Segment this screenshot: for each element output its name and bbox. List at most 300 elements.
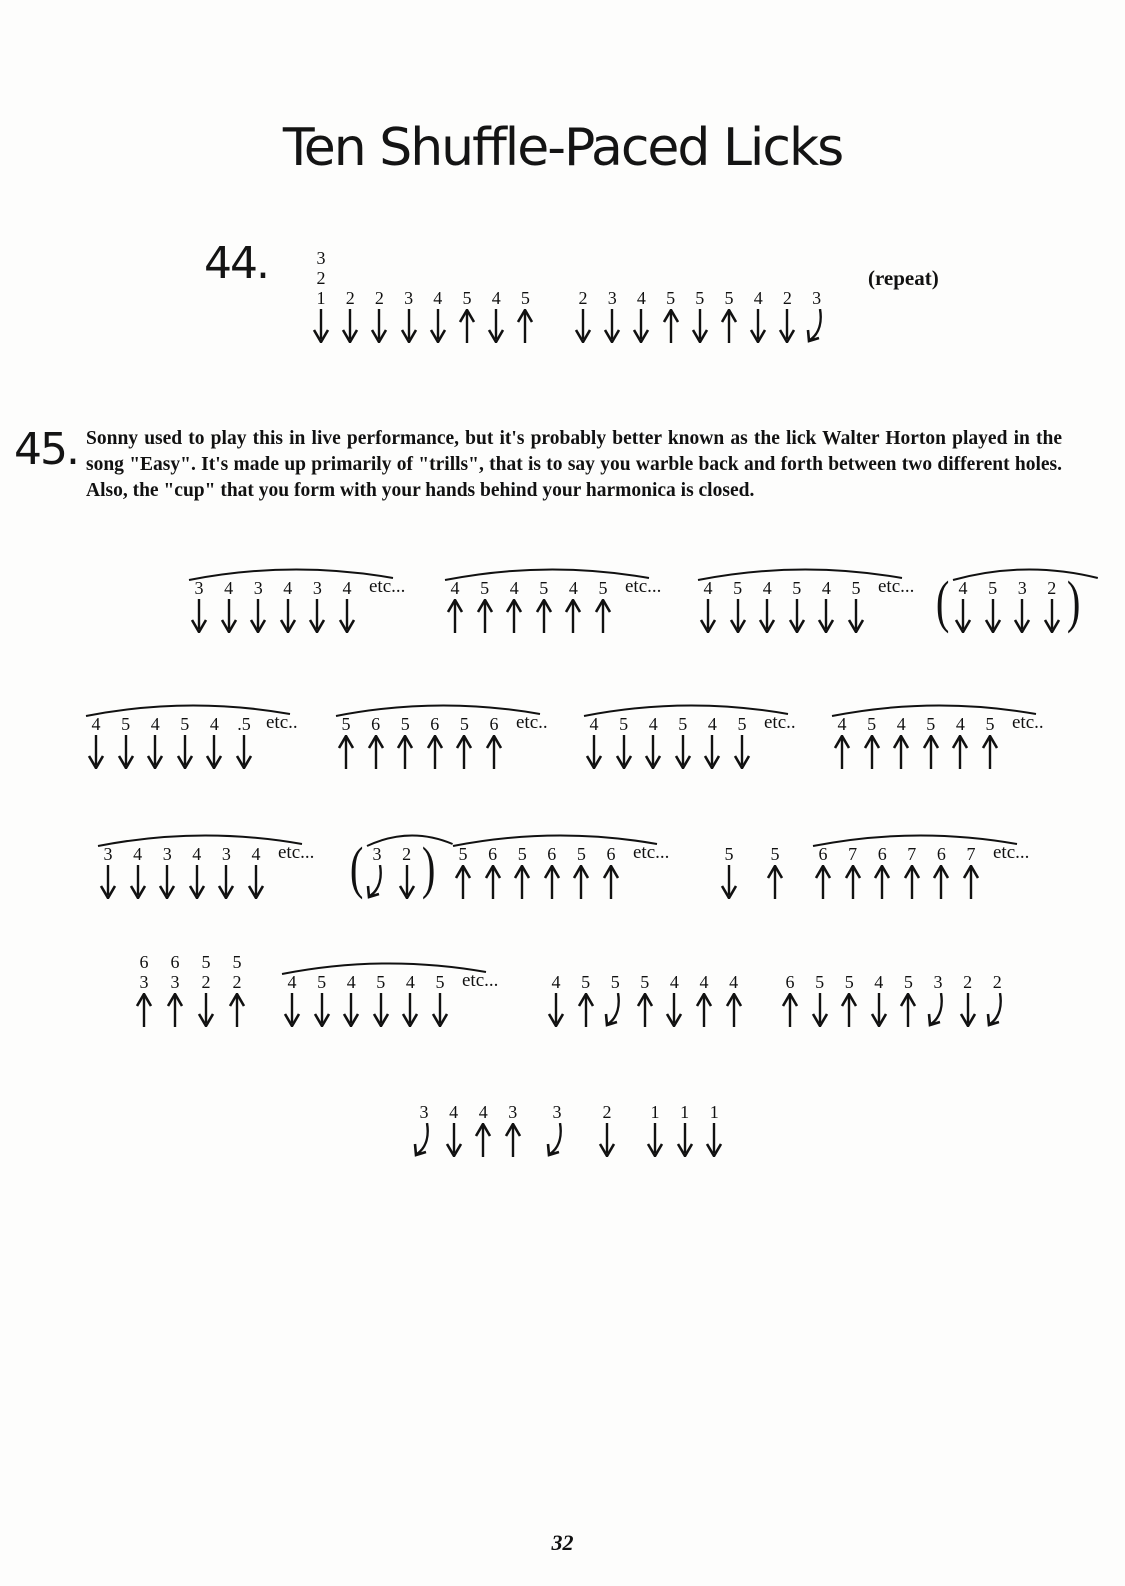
hole-number: 3 [221,844,231,864]
hole-number: 5 [695,288,705,308]
hole-number: 2 [992,972,1002,992]
draw-arrow-icon [982,599,1004,633]
tab-note [917,714,945,769]
hole-number: 7 [907,844,917,864]
draw-arrow-icon [340,993,362,1027]
draw-arrow-icon [601,309,623,343]
blow-arrow-icon [575,993,597,1027]
tab-note [627,288,655,343]
tab-note [641,1102,669,1157]
etc-label: etc... [278,842,315,863]
tab-note [858,714,886,769]
tab-note [471,578,499,633]
hole-number: 5 [458,844,468,864]
hole-number: 5 [619,714,629,734]
tab-note [426,972,454,1027]
hole-number: 6 [170,952,180,972]
tab-note [421,714,449,769]
hole-number: 2 [1047,578,1057,598]
tab-note [453,288,481,343]
hole-number: 3 [312,578,322,598]
hole-number: 4 [346,972,356,992]
hole-number: 4 [636,288,646,308]
etc-label: etc.. [764,712,796,733]
draw-arrow-icon [630,309,652,343]
hole-number: 6 [785,972,795,992]
tab-note [698,714,726,769]
tab-note [365,288,393,343]
hole-number: 3 [194,578,204,598]
tab-note [244,578,272,633]
tab-note [363,844,391,899]
blow-arrow-icon [444,599,466,633]
hole-number: 5 [480,578,490,598]
tab-note [589,578,617,633]
bend-arrow-icon [927,993,949,1027]
tab-note [572,972,600,1027]
tab-note [671,1102,699,1157]
draw-arrow-icon [144,735,166,769]
draw-arrow-icon [1041,599,1063,633]
draw-arrow-icon [957,993,979,1027]
hole-number: 5 [232,952,242,972]
hole-number: 2 [602,1102,612,1122]
draw-arrow-icon [174,735,196,769]
hole-number: 4 [287,972,297,992]
draw-arrow-icon [545,993,567,1027]
hole-number: 5 [576,844,586,864]
tab-note [395,288,423,343]
tab-note [812,578,840,633]
tab-note [542,972,570,1027]
blow-arrow-icon [394,735,416,769]
hole-number: 5 [598,578,608,598]
hole-number: 2 [232,972,242,992]
tab-note [580,714,608,769]
hole-number: 5 [520,288,530,308]
tab-note [724,578,752,633]
tab-note [362,714,390,769]
hole-number: 4 [478,1102,488,1122]
tab-note [979,578,1007,633]
tab-note [440,1102,468,1157]
hole-number: 4 [753,288,763,308]
hole-number: 4 [648,714,658,734]
hole-number: 6 [606,844,616,864]
draw-arrow-icon [429,993,451,1027]
blow-arrow-icon [871,865,893,899]
blow-arrow-icon [335,735,357,769]
hole-number: 2 [374,288,384,308]
draw-arrow-icon [674,1123,696,1157]
tab-note [82,714,110,769]
draw-arrow-icon [85,735,107,769]
hole-number: 2 [578,288,588,308]
blow-arrow-icon [634,993,656,1027]
hole-number: 4 [958,578,968,598]
hole-number: 4 [450,578,460,598]
draw-arrow-icon [703,1123,725,1157]
draw-arrow-icon [97,865,119,899]
tab-note [308,972,336,1027]
draw-arrow-icon [572,309,594,343]
hole-number: 5 [844,972,854,992]
tab-note [593,1102,621,1157]
tab-note [215,578,243,633]
hole-number: 6 [818,844,828,864]
tab-note [543,1102,571,1157]
tab-note [946,714,974,769]
tab-note [124,844,152,899]
hole-number: 1 [709,1102,719,1122]
hole-number: 4 [509,578,519,598]
hole-number: 4 [91,714,101,734]
tab-note [337,972,365,1027]
blow-arrow-icon [861,735,883,769]
tab-note [469,1102,497,1157]
hole-number: 4 [703,578,713,598]
tab-note [511,288,539,343]
tab-note [530,578,558,633]
blow-arrow-icon [890,735,912,769]
tab-note [112,714,140,769]
hole-number: 3 [162,844,172,864]
hole-number: 2 [402,844,412,864]
draw-arrow-icon [776,309,798,343]
tab-note [715,844,743,899]
tab-note [839,844,867,899]
hole-number: 5 [610,972,620,992]
tab-note [806,972,834,1027]
hole-number: 3 [419,1102,429,1122]
blow-arrow-icon [949,735,971,769]
tab-note [333,578,361,633]
hole-number: 5 [724,844,734,864]
tab-note [631,972,659,1027]
blow-arrow-icon [452,865,474,899]
draw-arrow-icon [281,993,303,1027]
tab-note [450,714,478,769]
draw-arrow-icon [245,865,267,899]
tab-note [761,844,789,899]
tab-note [924,972,952,1027]
tab-note [694,578,722,633]
hole-number: 5 [201,952,211,972]
etc-label: etc... [462,970,499,991]
hole-number: 5 [317,972,327,992]
tab-note [449,844,477,899]
tab-note [223,952,251,1027]
tab-note [336,288,364,343]
hole-number: 4 [589,714,599,734]
tab-note [559,578,587,633]
tab-note [610,714,638,769]
draw-arrow-icon [672,735,694,769]
blow-arrow-icon [831,735,853,769]
bend-arrow-icon [986,993,1008,1027]
blow-arrow-icon [164,993,186,1027]
draw-arrow-icon [952,599,974,633]
hole-number: 1 [680,1102,690,1122]
blow-arrow-icon [693,993,715,1027]
hole-number: 5 [581,972,591,992]
tab-note [1008,578,1036,633]
repeat-label: (repeat) [868,266,939,290]
blow-arrow-icon [226,993,248,1027]
draw-arrow-icon [596,1123,618,1157]
draw-arrow-icon [427,309,449,343]
blow-arrow-icon [718,309,740,343]
blow-arrow-icon [897,993,919,1027]
hole-number: 3 [372,844,382,864]
tab-note [569,288,597,343]
blow-arrow-icon [960,865,982,899]
draw-arrow-icon [311,993,333,1027]
hole-number: 4 [209,714,219,734]
hole-number: 6 [430,714,440,734]
tab-note [242,844,270,899]
tab-note [753,578,781,633]
tab-note [424,288,452,343]
blow-arrow-icon [812,865,834,899]
tab-note [744,288,772,343]
page-title: Ten Shuffle-Paced Licks [282,118,843,178]
hole-number: 3 [552,1102,562,1122]
hole-number: 4 [449,1102,459,1122]
tab-note [538,844,566,899]
hole-number: 4 [955,714,965,734]
hole-number: 5 [666,288,676,308]
blow-arrow-icon [838,993,860,1027]
open-paren: ( [935,569,950,634]
hole-number: 5 [435,972,445,992]
draw-arrow-icon [443,1123,465,1157]
tab-note [441,578,469,633]
draw-arrow-icon [277,599,299,633]
draw-arrow-icon [186,865,208,899]
tab-note [700,1102,728,1157]
draw-arrow-icon [336,599,358,633]
tab-note [809,844,837,899]
tab-note [185,578,213,633]
hole-number: 2 [782,288,792,308]
hole-number: 5 [988,578,998,598]
blow-arrow-icon [764,865,786,899]
hole-number: 3 [316,248,326,268]
tab-note [410,1102,438,1157]
close-paren: ) [421,835,436,900]
tab-note [598,288,626,343]
hole-number: 6 [488,844,498,864]
draw-arrow-icon [399,993,421,1027]
tab-note [949,578,977,633]
hole-number: 4 [874,972,884,992]
hole-number: 4 [821,578,831,598]
hole-number: 5 [678,714,688,734]
hole-number: 2 [316,268,326,288]
draw-arrow-icon [215,865,237,899]
hole-number: 6 [547,844,557,864]
draw-arrow-icon [663,993,685,1027]
tab-note [171,714,199,769]
hole-number: 3 [170,972,180,992]
hole-number: 2 [201,972,211,992]
trill-slur [443,566,651,582]
draw-arrow-icon [485,309,507,343]
draw-arrow-icon [644,1123,666,1157]
tab-note [690,972,718,1027]
etc-label: etc... [878,576,915,597]
blow-arrow-icon [723,993,745,1027]
blow-arrow-icon [474,599,496,633]
draw-arrow-icon [339,309,361,343]
trill-slur [187,566,395,582]
etc-label: etc... [625,576,662,597]
draw-arrow-icon [583,735,605,769]
blow-arrow-icon [503,599,525,633]
hole-number: 5 [539,578,549,598]
draw-arrow-icon [1011,599,1033,633]
hole-number: 5 [121,714,131,734]
blow-arrow-icon [453,735,475,769]
hole-number: 5 [903,972,913,992]
hole-number: 1 [650,1102,660,1122]
tab-note [773,288,801,343]
blow-arrow-icon [511,865,533,899]
hole-number: 5 [724,288,734,308]
hole-number: 5 [400,714,410,734]
hole-number: 2 [963,972,973,992]
blow-arrow-icon [514,309,536,343]
hole-number: 5 [733,578,743,598]
draw-arrow-icon [731,735,753,769]
draw-arrow-icon [689,309,711,343]
draw-arrow-icon [370,993,392,1027]
bend-arrow-icon [806,309,828,343]
etc-label: etc... [993,842,1030,863]
tab-note [957,844,985,899]
etc-label: etc... [369,576,406,597]
draw-arrow-icon [188,599,210,633]
hole-number: 3 [103,844,113,864]
draw-arrow-icon [115,735,137,769]
blow-arrow-icon [660,309,682,343]
blow-arrow-icon [570,865,592,899]
tab-note [396,972,424,1027]
tab-note [94,844,122,899]
tab-note [393,844,421,899]
hole-number: 4 [133,844,143,864]
blow-arrow-icon [779,993,801,1027]
hole-number: 3 [404,288,414,308]
tab-note [391,714,419,769]
tab-note [482,288,510,343]
tab-note [278,972,306,1027]
blow-arrow-icon [533,599,555,633]
hole-number: 7 [848,844,858,864]
tab-note [927,844,955,899]
draw-arrow-icon [247,599,269,633]
draw-arrow-icon [727,599,749,633]
blow-arrow-icon [424,735,446,769]
draw-arrow-icon [786,599,808,633]
tab-note [141,714,169,769]
tab-note [500,578,528,633]
draw-arrow-icon [613,735,635,769]
blow-arrow-icon [842,865,864,899]
tab-note [332,714,360,769]
trill-slur [334,702,542,718]
tab-note [715,288,743,343]
tab-note [898,844,926,899]
blow-arrow-icon [930,865,952,899]
tab-note [783,578,811,633]
lick-45-description: Sonny used to play this in live performance, but it's probably better known as the lick Walter Horton played in the song "Easy". It's made up primarily of "trills", that is to say you warble back and forth between two different holes. Also, the "cup" that you form with your hands behind your harmonica is closed. [86,428,1062,501]
draw-arrow-icon [203,735,225,769]
tab-note [307,248,335,343]
draw-arrow-icon [701,735,723,769]
hole-number: 3 [253,578,263,598]
blow-arrow-icon [541,865,563,899]
hole-number: 3 [139,972,149,992]
tab-note [983,972,1011,1027]
hole-number: 4 [150,714,160,734]
hole-number: 5 [851,578,861,598]
blow-arrow-icon [920,735,942,769]
tab-note [728,714,756,769]
trill-slur [365,832,455,848]
draw-arrow-icon [218,599,240,633]
draw-arrow-icon [195,993,217,1027]
hole-number: 3 [508,1102,518,1122]
tab-note [776,972,804,1027]
blow-arrow-icon [365,735,387,769]
hole-number: 4 [669,972,679,992]
hole-number: 4 [251,844,261,864]
draw-arrow-icon [368,309,390,343]
tab-note [499,1102,527,1157]
blow-arrow-icon [456,309,478,343]
hole-number: 5 [517,844,527,864]
hole-number: 3 [933,972,943,992]
hole-number: 5 [792,578,802,598]
hole-number: 4 [551,972,561,992]
draw-arrow-icon [396,865,418,899]
tab-note [976,714,1004,769]
tab-note [828,714,856,769]
etc-label: etc.. [1012,712,1044,733]
trill-slur [451,832,659,848]
tab-note [639,714,667,769]
hole-number: 5 [770,844,780,864]
hole-number: 5 [180,714,190,734]
tab-note [200,714,228,769]
draw-arrow-icon [310,309,332,343]
tab-note [192,952,220,1027]
close-paren: ) [1066,569,1081,634]
hole-number: 4 [699,972,709,992]
draw-arrow-icon [756,599,778,633]
tab-note [303,578,331,633]
bend-arrow-icon [413,1123,435,1157]
hole-number: 5 [815,972,825,992]
draw-arrow-icon [398,309,420,343]
hole-number: 5 [462,288,472,308]
draw-arrow-icon [747,309,769,343]
hole-number: 5 [376,972,386,992]
hole-number: 6 [877,844,887,864]
hole-number: 5 [867,714,877,734]
